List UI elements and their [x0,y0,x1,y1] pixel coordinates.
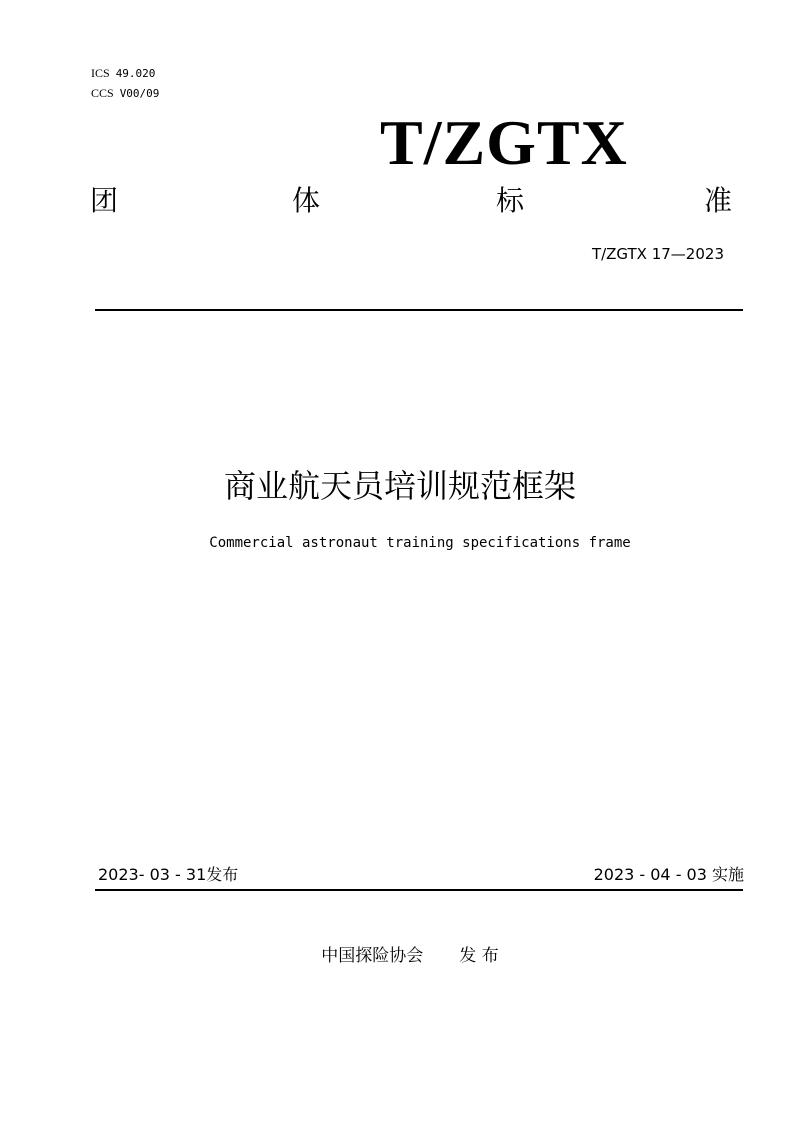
standard-number: T/ZGTX 17—2023 [591,245,724,263]
top-divider [95,309,743,311]
ccs-label: CCS [91,86,114,100]
standard-code-logo: T/ZGTX [380,107,628,178]
publish-date: 2023- 03 - 31发布 [98,865,239,884]
ics-line [91,66,155,81]
issuer-line [0,944,800,968]
ics-code: 49.020 [115,67,156,80]
title-chinese: 商业航天员培训规范框架 [223,467,576,505]
standard-type-char-2: 体 [292,184,321,217]
standard-type [90,183,736,223]
standard-type-char-3: 标 [496,184,525,217]
date-row [98,864,744,888]
standard-type-char-4: 准 [704,184,733,217]
ics-label: ICS [91,66,110,80]
standard-type-char-1: 团 [90,184,119,217]
implement-date: 2023 - 04 - 03 实施 [593,865,744,884]
ccs-code: V00/09 [119,87,160,100]
ccs-line [91,86,159,101]
bottom-divider [95,889,743,891]
issuer-name: 中国探险协会 [321,946,424,966]
issuer-action: 发 布 [459,946,499,966]
title-english: Commercial astronaut training specifications frame [209,535,631,551]
